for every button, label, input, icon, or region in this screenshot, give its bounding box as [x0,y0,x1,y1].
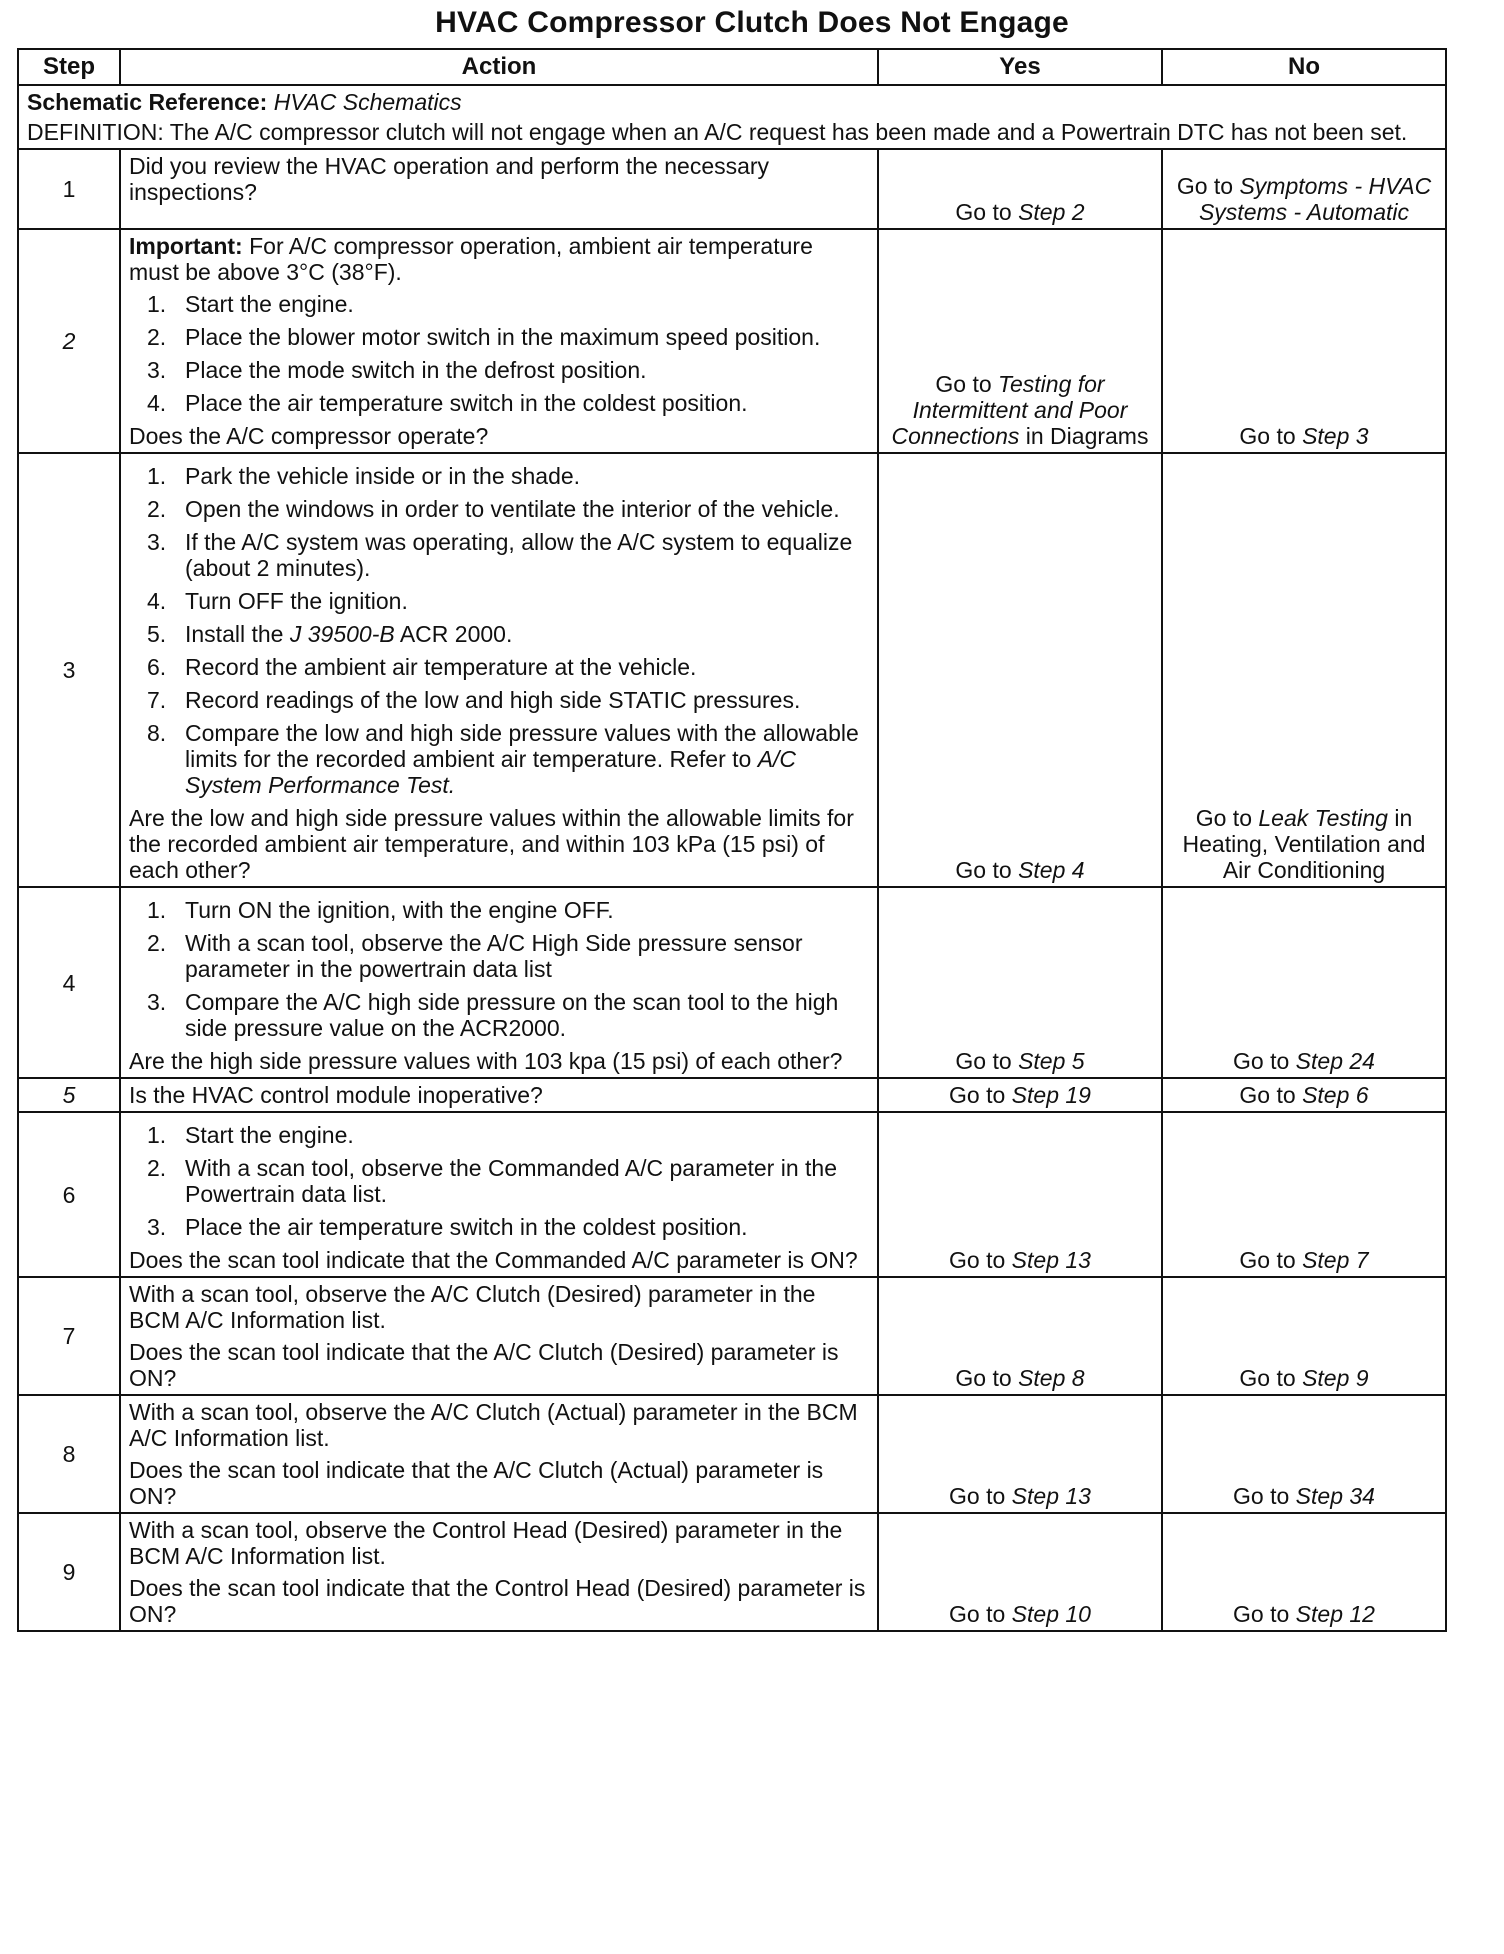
yes-prefix: Go to [949,1082,1006,1108]
item-text: Record the ambient air temperature at the vehicle. [185,654,697,680]
step-list [129,463,869,798]
page-title: HVAC Compressor Clutch Does Not Engage [435,6,1069,39]
list-item [129,291,869,317]
list-item [129,720,869,798]
diagnostic-table [17,48,1447,1632]
no-prefix: Go to [1233,1048,1290,1074]
item-number: 5. [147,621,167,647]
item-number: 3. [147,529,167,555]
no-prefix: Go to [1239,423,1296,449]
no-prefix: Go to [1233,1483,1290,1509]
no-link[interactable]: Step 7 [1302,1247,1369,1273]
step-instruction: With a scan tool, observe the A/C Clutch (Actual) parameter in the BCM A/C Information list. [129,1399,858,1451]
table-row [18,229,1446,453]
yes-link[interactable]: Step 19 [1011,1082,1091,1108]
item-number: 2. [147,324,167,350]
table-row [18,887,1446,1078]
list-item [129,930,869,982]
header-no: No [1162,49,1446,85]
item-number: 2. [147,496,167,522]
step-question: Are the high side pressure values with 103 kpa (15 psi) of each other? [129,1048,843,1074]
step-list [129,1122,869,1240]
no-prefix: Go to [1239,1247,1296,1273]
important-text: For A/C compressor operation, ambient air temperature must be above 3°C (38°F). [129,233,813,285]
item-number: 1. [147,1122,167,1148]
table-row [18,1078,1446,1112]
step-action [120,229,878,453]
step-action [120,1513,878,1631]
no-link[interactable]: Symptoms - HVAC Systems - Automatic [1198,173,1432,225]
yes-cell [878,1513,1162,1631]
item-text: Start the engine. [185,1122,354,1148]
no-link[interactable]: Step 24 [1295,1048,1375,1074]
table-row [18,1112,1446,1277]
step-instruction: With a scan tool, observe the Control Head (Desired) parameter in the BCM A/C Information list. [129,1517,843,1569]
item-number: 3. [147,357,167,383]
yes-cell [878,1078,1162,1112]
no-cell [1162,1513,1446,1631]
yes-prefix: Go to [949,1247,1006,1273]
item-number: 2. [147,930,167,956]
list-item [129,463,869,489]
list-item [129,621,869,647]
item-number: 6. [147,654,167,680]
list-item [129,496,869,522]
step-number: 9 [18,1513,120,1631]
item-number: 1. [147,463,167,489]
schematic-cell [18,85,1446,149]
yes-prefix: Go to [949,1483,1006,1509]
item-text: Place the blower motor switch in the maximum speed position. [185,324,821,350]
important-label: Important: [129,233,243,259]
no-cell [1162,1277,1446,1395]
important-note [129,233,869,285]
step-question: Did you review the HVAC operation and perform the necessary inspections? [129,153,770,205]
yes-link[interactable]: Step 2 [1018,199,1085,225]
step-action [120,887,878,1078]
step-number: 6 [18,1112,120,1277]
item-number: 4. [147,390,167,416]
yes-cell [878,1112,1162,1277]
step-number: 3 [18,453,120,887]
step-question: Does the scan tool indicate that the A/C Clutch (Actual) parameter is ON? [129,1457,824,1509]
step-question: Are the low and high side pressure values within the allowable limits for the recorded ambient air temperature, and within 103 kPa (15 psi) of each other? [129,805,854,883]
no-cell [1162,1395,1446,1513]
list-item [129,989,869,1041]
yes-cell [878,149,1162,229]
no-suffix: in Heating, Ventilation and Air Conditioning [1182,805,1426,883]
step-action [120,1395,878,1513]
list-item [129,687,869,713]
yes-cell [878,1395,1162,1513]
item-number: 7. [147,687,167,713]
header-step: Step [18,49,120,85]
item-text: With a scan tool, observe the Commanded A/C parameter in the Powertrain data list. [185,1155,837,1207]
no-prefix: Go to [1195,805,1252,831]
item-text: With a scan tool, observe the A/C High Side pressure sensor parameter in the powertrain data list [185,930,803,982]
no-cell [1162,1112,1446,1277]
list-item [129,897,869,923]
step-question: Does the scan tool indicate that the Control Head (Desired) parameter is ON? [129,1575,866,1627]
table-row [18,1395,1446,1513]
header-yes: Yes [878,49,1162,85]
step-list [129,291,869,416]
step-action [120,1112,878,1277]
yes-link[interactable]: Step 13 [1011,1247,1091,1273]
step-action [120,453,878,887]
step-list [129,897,869,1041]
step-number: 5 [18,1078,120,1112]
list-item [129,529,869,581]
step-action [120,149,878,229]
yes-cell [878,887,1162,1078]
yes-prefix: Go to [935,371,992,397]
no-link[interactable]: Step 34 [1295,1483,1375,1509]
list-item [129,1214,869,1240]
step-number: 8 [18,1395,120,1513]
list-item [129,357,869,383]
yes-link[interactable]: Step 8 [1018,1365,1085,1391]
yes-cell [878,453,1162,887]
item-number: 1. [147,291,167,317]
list-item [129,1155,869,1207]
schematic-row [18,85,1446,149]
yes-link[interactable]: Step 13 [1011,1483,1091,1509]
yes-prefix: Go to [955,1365,1012,1391]
no-link[interactable]: Step 9 [1302,1365,1369,1391]
yes-prefix: Go to [955,199,1012,225]
step-number: 2 [18,229,120,453]
item-text: Record readings of the low and high side STATIC pressures. [185,687,801,713]
item-text: If the A/C system was operating, allow the A/C system to equalize (about 2 minutes). [185,529,853,581]
step-number: 4 [18,887,120,1078]
step-action [120,1078,878,1112]
step-number: 7 [18,1277,120,1395]
yes-suffix: in Diagrams [1025,423,1149,449]
tool-name: J 39500-B [289,621,395,647]
item-number: 8. [147,720,167,746]
table-row [18,1277,1446,1395]
yes-link[interactable]: Step 4 [1018,857,1085,883]
list-item [129,654,869,680]
item-text: ACR 2000. [399,621,513,647]
item-text: Place the air temperature switch in the coldest position. [185,390,748,416]
item-number: 3. [147,989,167,1015]
no-cell [1162,149,1446,229]
header-action: Action [120,49,878,85]
item-text: Turn OFF the ignition. [185,588,408,614]
no-cell [1162,1078,1446,1112]
yes-cell [878,229,1162,453]
yes-link[interactable]: Testing for Intermittent and Poor Connections [891,371,1128,449]
item-text: Park the vehicle inside or in the shade. [185,463,581,489]
schematic-ref: HVAC Schematics [273,89,462,115]
no-prefix: Go to [1176,173,1234,199]
table-row [18,1513,1446,1631]
table-header-row [18,49,1446,85]
table-row [18,149,1446,229]
no-prefix: Go to [1233,1601,1290,1627]
item-text: Start the engine. [185,291,354,317]
yes-prefix: Go to [955,857,1012,883]
step-question: Is the HVAC control module inoperative? [129,1082,543,1108]
list-item [129,390,869,416]
step-action [120,1277,878,1395]
item-text: Compare the A/C high side pressure on the scan tool to the high side pressure value on the ACR2000. [185,989,839,1041]
item-text: Place the mode switch in the defrost position. [185,357,647,383]
item-text: Turn ON the ignition, with the engine OFF. [185,897,614,923]
no-prefix: Go to [1239,1365,1296,1391]
no-link[interactable]: Leak Testing [1258,805,1388,831]
yes-prefix: Go to [949,1601,1006,1627]
item-text: Open the windows in order to ventilate the interior of the vehicle. [185,496,840,522]
no-link[interactable]: Step 6 [1302,1082,1369,1108]
no-cell [1162,453,1446,887]
yes-link[interactable]: Step 10 [1011,1601,1091,1627]
step-number: 1 [18,149,120,229]
no-cell [1162,887,1446,1078]
table-row [18,453,1446,887]
definition-text: DEFINITION: The A/C compressor clutch will not engage when an A/C request has been made and a Powertrain DTC has not been set. [27,119,1408,145]
step-question: Does the scan tool indicate that the Commanded A/C parameter is ON? [129,1247,858,1273]
item-text: Compare the low and high side pressure values with the allowable limits for the recorded ambient air temperature. Refer to [185,720,859,772]
list-item [129,588,869,614]
yes-prefix: Go to [955,1048,1012,1074]
item-text: Place the air temperature switch in the coldest position. [185,1214,748,1240]
item-number: 2. [147,1155,167,1181]
step-question: Does the scan tool indicate that the A/C Clutch (Desired) parameter is ON? [129,1339,839,1391]
list-item [129,324,869,350]
step-instruction: With a scan tool, observe the A/C Clutch (Desired) parameter in the BCM A/C Information list. [129,1281,816,1333]
schematic-label: Schematic Reference: [27,89,268,115]
yes-link[interactable]: Step 5 [1018,1048,1085,1074]
yes-cell [878,1277,1162,1395]
item-number: 1. [147,897,167,923]
list-item [129,1122,869,1148]
no-prefix: Go to [1239,1082,1296,1108]
item-number: 3. [147,1214,167,1240]
no-link[interactable]: Step 3 [1302,423,1369,449]
step-question: Does the A/C compressor operate? [129,423,489,449]
no-cell [1162,229,1446,453]
reference-link[interactable]: A/C System Performance Test. [185,746,797,798]
item-number: 4. [147,588,167,614]
item-text: Install the [185,621,284,647]
no-link[interactable]: Step 12 [1295,1601,1375,1627]
